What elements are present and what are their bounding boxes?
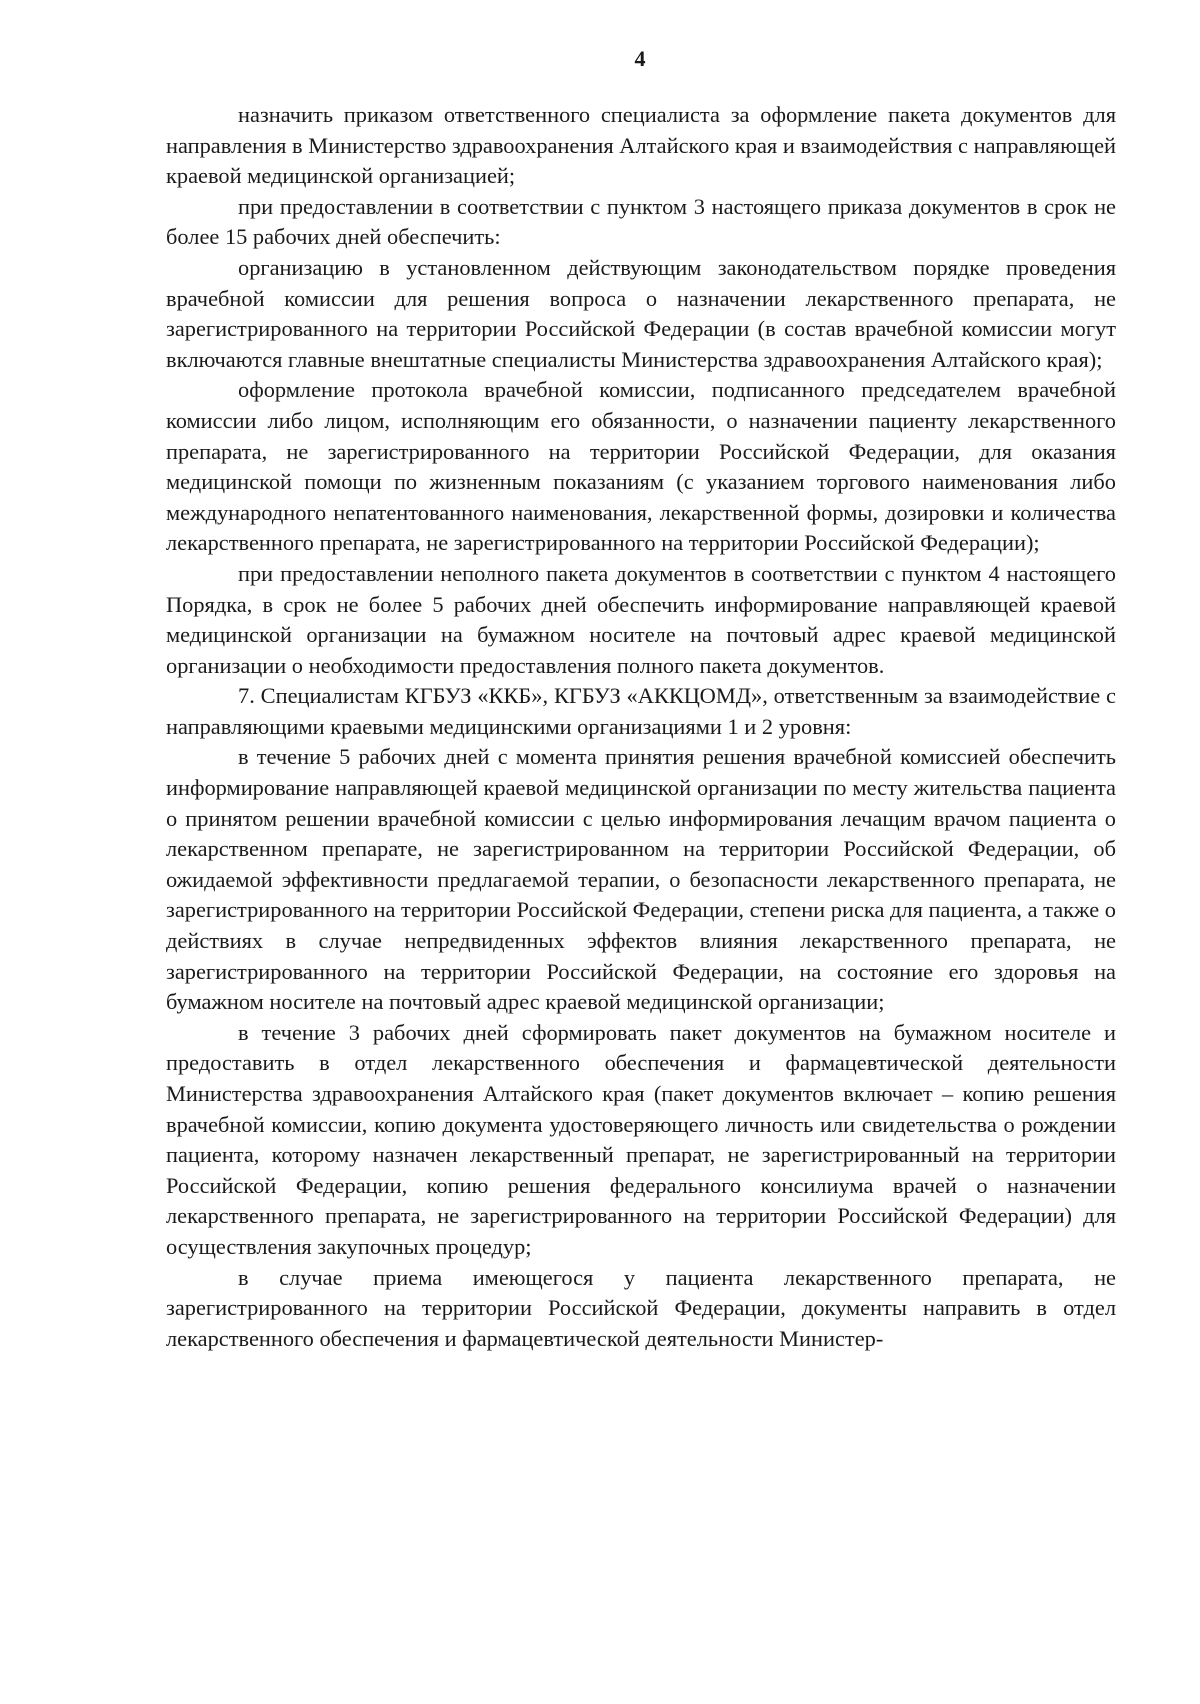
paragraph: при предоставлении в соответствии с пунктом 3 настоящего приказа документов в срок не более 15 рабочих дней обеспечить: (166, 193, 1116, 250)
page-number: 4 (634, 46, 646, 71)
paragraph: в течение 3 рабочих дней сформировать пакет документов на бумажном носителе и предоставить в отдел лекарственного обеспечения и фармацевтической деятельности Министерства здравоохранения Алтайского края (пакет документов включает – копию решения врачебной комиссии, копию документа удостоверяющего личность или свидетельства о рождении пациента, которому назначен лекарственный препарат, не зарегистрированный на территории Российской Федерации, копию решения федерального консилиума врачей о назначении лекарственного препарата, не зарегистрированного на территории Российской Федерации) для осуществления закупочных процедур; (166, 1019, 1116, 1259)
paragraph: при предоставлении неполного пакета документов в соответствии с пунктом 4 настоящего Порядка, в срок не более 5 рабочих дней обеспечить информирование направляющей краевой медицинской организации на бумажном носителе на почтовый адрес краевой медицинской организации о необходимости предоставления полного пакета документов. (166, 560, 1116, 678)
paragraph: организацию в установленном действующим законодательством порядке проведения врачебной комиссии для решения вопроса о назначении лекарственного препарата, не зарегистрированного на территории Российской Федерации (в состав врачебной комиссии могут включаются главные внештатные специалисты Министерства здравоохранения Алтайского края); (166, 254, 1116, 372)
paragraph: оформление протокола врачебной комиссии, подписанного председателем врачебной комиссии либо лицом, исполняющим его обязанности, о назначении пациенту лекарственного препарата, не зарегистрированного на территории Российской Федерации, для оказания медицинской помощи по жизненным показаниям (с указанием торгового наименования либо международного непатентованного наименования, лекарственной формы, дозировки и количества лекарственного препарата, не зарегистрированного на территории Российской Федерации); (166, 377, 1116, 556)
paragraph: в течение 5 рабочих дней с момента принятия решения врачебной комиссией обеспечить информирование направляющей краевой медицинской организации по месту жительства пациента о принятом решении врачебной комиссии с целью информирования лечащим врачом пациента о лекарственном препарате, не зарегистрированном на территории Российской Федерации, об ожидаемой эффективности предлагаемой терапии, о безопасности лекарственного препарата, не зарегистрированного на территории Российской Федерации, степени риска для пациента, а также о действиях в случае непредвиденных эффектов влияния лекарственного препарата, не зарегистрированного на территории Российской Федерации, на состояние его здоровья на бумажном носителе на почтовый адрес краевой медицинской организации; (166, 744, 1116, 1015)
document-body (166, 100, 1116, 1354)
paragraph: назначить приказом ответственного специалиста за оформление пакета документов для направления в Министерство здравоохранения Алтайского края и взаимодействия с направляющей краевой медицинской организацией; (166, 102, 1116, 189)
paragraph: в случае приема имеющегося у пациента лекарственного препарата, не зарегистрированного на территории Российской Федерации, документы направить в отдел лекарственного обеспечения и фармацевтической деятельности Министер- (166, 1264, 1116, 1351)
paragraph: 7. Специалистам КГБУЗ «ККБ», КГБУЗ «АККЦОМД», ответственным за взаимодействие с направляющими краевыми медицинскими организациями 1 и 2 уровня: (166, 683, 1116, 739)
